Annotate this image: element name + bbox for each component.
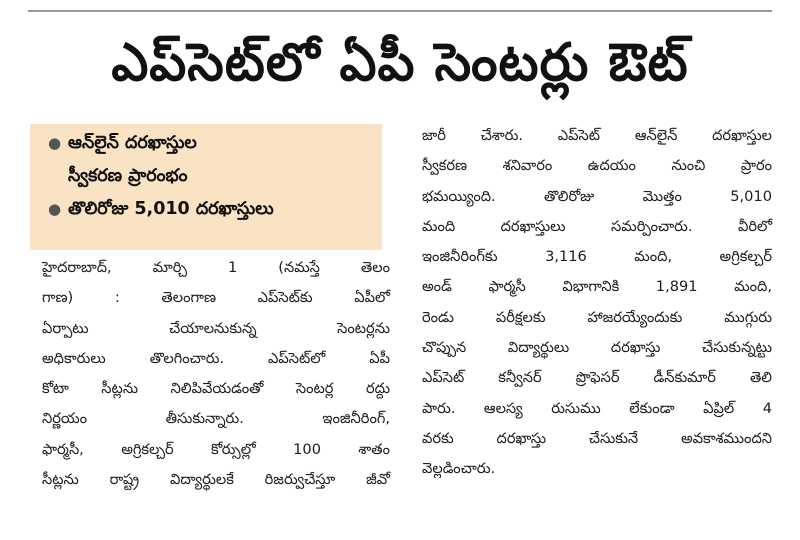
body-line: సీట్లను రాష్ట్ర విద్యార్థులకే రిజర్వుచేస్తూ జీవో (42, 471, 390, 489)
body-line: చొప్పున విద్యార్థులు దరఖాస్తు చేసుకున్నట్టు (422, 339, 772, 357)
headline: ఎప్‌సెట్‌లో ఏపీ సెంటర్లు ఔట్ (111, 33, 689, 93)
body-line: అధికారులు తొలగించారు. ఎప్‌సెట్‌లో ఏపీ (42, 349, 390, 367)
body-line: వరకు దరఖాస్తు చేసుకునే అవకాశముందని (422, 429, 772, 447)
body-line: హైదరాబాద్, మార్చి 1 (నమస్తే తెలం (42, 259, 390, 276)
article-column-left (42, 253, 390, 495)
top-rule (28, 10, 772, 12)
bullet-icon: ● (48, 200, 62, 218)
body-line: ఫార్మసీ, అగ్రికల్చర్ కోర్సుల్లో 100 శాతం (42, 440, 390, 458)
article-column-right (422, 121, 772, 485)
body-line: భమయ్యింది. తొలిరోజు మొత్తం 5,010 (422, 187, 772, 205)
body-line: స్వీకరణ శనివారం ఉదయం నుంచి ప్రారం (422, 157, 772, 175)
body-line: నిర్ణయం తీసుకున్నారు. ఇంజినీరింగ్, (42, 410, 390, 428)
highlight-item (46, 196, 372, 222)
body-line: మంది దరఖాస్తులు సమర్పించారు. వీరిలో (422, 217, 772, 235)
body-line: ఇంజినీరింగ్‌కు 3,116 మంది, అగ్రికల్చర్ (422, 248, 772, 266)
highlight-line: తొలిరోజు 5,010 దరఖాస్తులు (68, 199, 274, 219)
body-line: జారీ చేశారు. ఎప్‌సెట్ ఆన్‌లైన్ దరఖాస్తుల (422, 127, 772, 144)
body-line: ఎప్‌సెట్ కన్వీనర్ ప్రొఫెసర్ డీన్‌కుమార్ తెలి (422, 369, 772, 387)
bullet-icon: ● (48, 134, 62, 152)
body-line: గాణ) : తెలంగాణ ఎప్‌సెట్‌కు ఏపీలో (42, 289, 390, 307)
highlight-line: స్వీకరణ ప్రారంభం (68, 166, 188, 186)
body-line: పారు. ఆలస్య రుసుము లేకుండా ఏప్రిల్ 4 (422, 399, 772, 417)
highlight-item (46, 130, 372, 156)
body-line: వెల్లడించారు. (422, 460, 496, 478)
body-line: రెండు పరీక్షలకు హాజరయ్యేందుకు ముగ్గురు (422, 308, 772, 326)
highlights-box (30, 124, 382, 250)
body-line: కోటా సీట్లను నిలిపివేయడంతో సెంటర్ల రద్దు (42, 380, 390, 398)
highlight-line: ఆన్‌లైన్ దరఖాస్తుల (68, 133, 197, 153)
body-line: ఏర్పాటు చేయాలనుకున్న సెంటర్లను (42, 319, 390, 337)
highlight-item-continued (46, 163, 372, 189)
body-line: అండ్ ఫార్మసీ విభాగానికి 1,891 మంది, (422, 278, 772, 296)
